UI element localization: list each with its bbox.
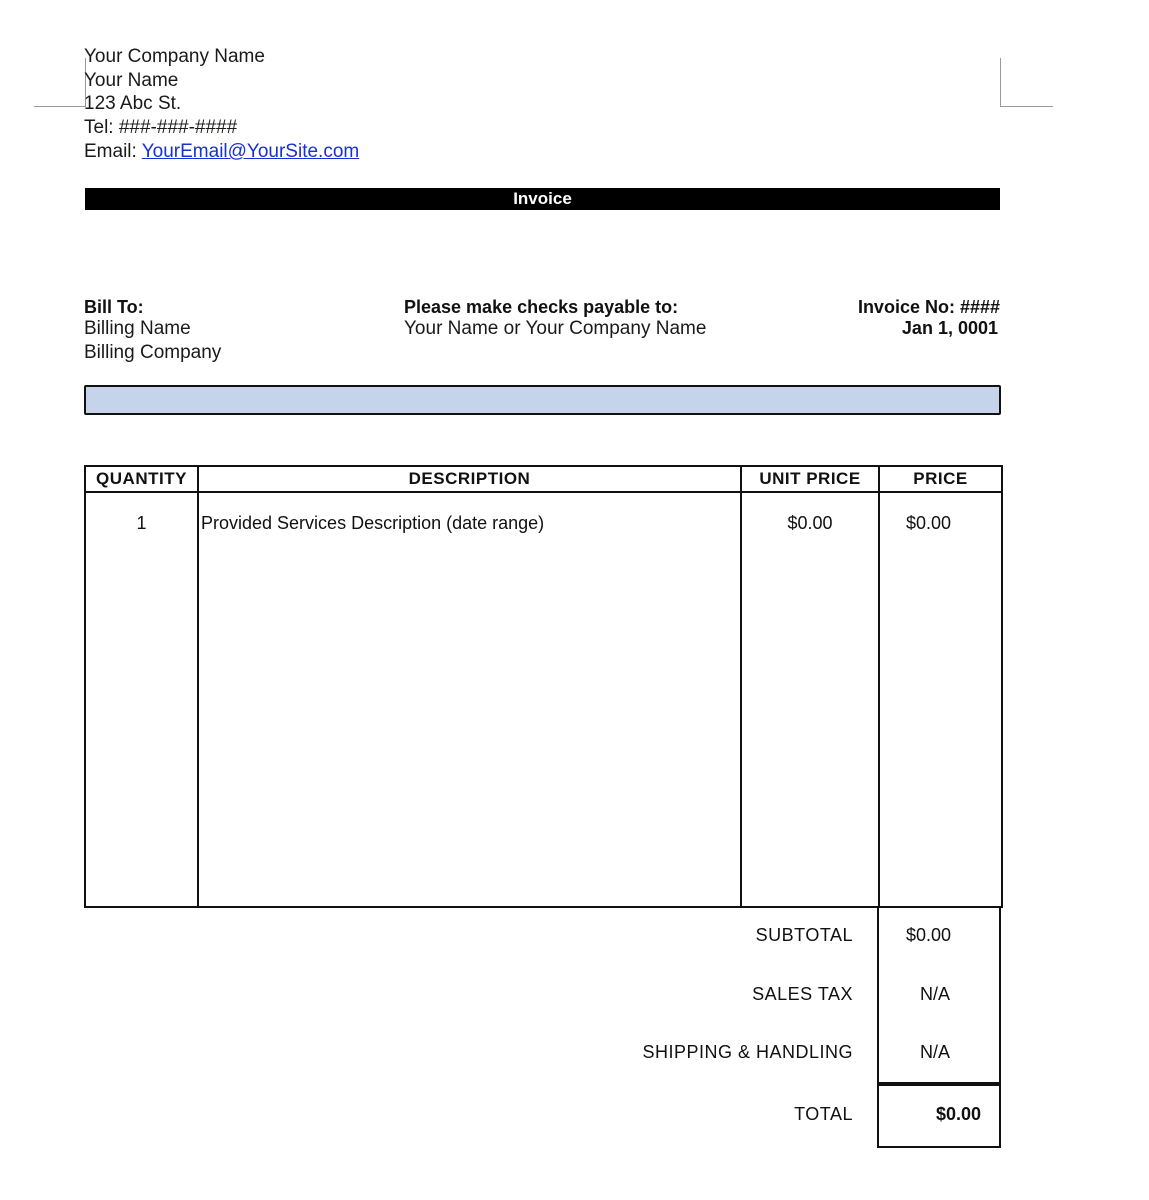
- sales-tax-value: N/A: [920, 984, 951, 1004]
- col-header-price: PRICE: [879, 466, 1002, 492]
- billing-name: Billing Name: [84, 318, 191, 339]
- payable-value: Your Name or Your Company Name: [404, 318, 707, 339]
- highlight-band: [84, 385, 1001, 415]
- cell-price: $0.00: [879, 492, 1002, 907]
- sender-tel: Tel: ###-###-####: [84, 117, 238, 138]
- crop-mark-left-h: [34, 106, 86, 107]
- crop-mark-right-v: [1000, 58, 1001, 106]
- invoice-title-bar: Invoice: [85, 188, 1000, 210]
- shipping-value: N/A: [920, 1042, 951, 1062]
- payable-label: Please make checks payable to:: [404, 297, 679, 317]
- total-label: TOTAL: [794, 1104, 853, 1124]
- invoice-number: Invoice No: ####: [857, 297, 1000, 317]
- company-name: Your Company Name: [84, 46, 265, 67]
- bill-to-label: Bill To:: [84, 297, 144, 317]
- invoice-date: Jan 1, 0001: [901, 318, 998, 338]
- total-value: $0.00: [936, 1104, 982, 1124]
- sales-tax-label: SALES TAX: [752, 984, 853, 1004]
- email-link[interactable]: YourEmail@YourSite.com: [141, 141, 360, 162]
- cell-quantity: 1: [85, 492, 198, 907]
- table-row: [85, 492, 1002, 907]
- subtotal-value: $0.00: [906, 925, 952, 945]
- sender-email-line: [84, 140, 359, 163]
- sender-address: 123 Abc St.: [84, 93, 182, 114]
- col-header-unit-price: UNIT PRICE: [741, 466, 879, 492]
- email-label: Email:: [84, 141, 137, 162]
- shipping-label: SHIPPING & HANDLING: [642, 1042, 853, 1062]
- billing-company: Billing Company: [84, 342, 222, 363]
- table-header-row: [85, 466, 1002, 492]
- subtotal-label: SUBTOTAL: [755, 925, 853, 945]
- col-header-quantity: QUANTITY: [85, 466, 198, 492]
- col-header-description: DESCRIPTION: [198, 466, 741, 492]
- crop-mark-right-h: [1000, 106, 1053, 107]
- sender-name: Your Name: [84, 70, 179, 91]
- items-table: [84, 465, 1003, 908]
- cell-description: Provided Services Description (date range): [198, 492, 741, 907]
- cell-unit-price: $0.00: [741, 492, 879, 907]
